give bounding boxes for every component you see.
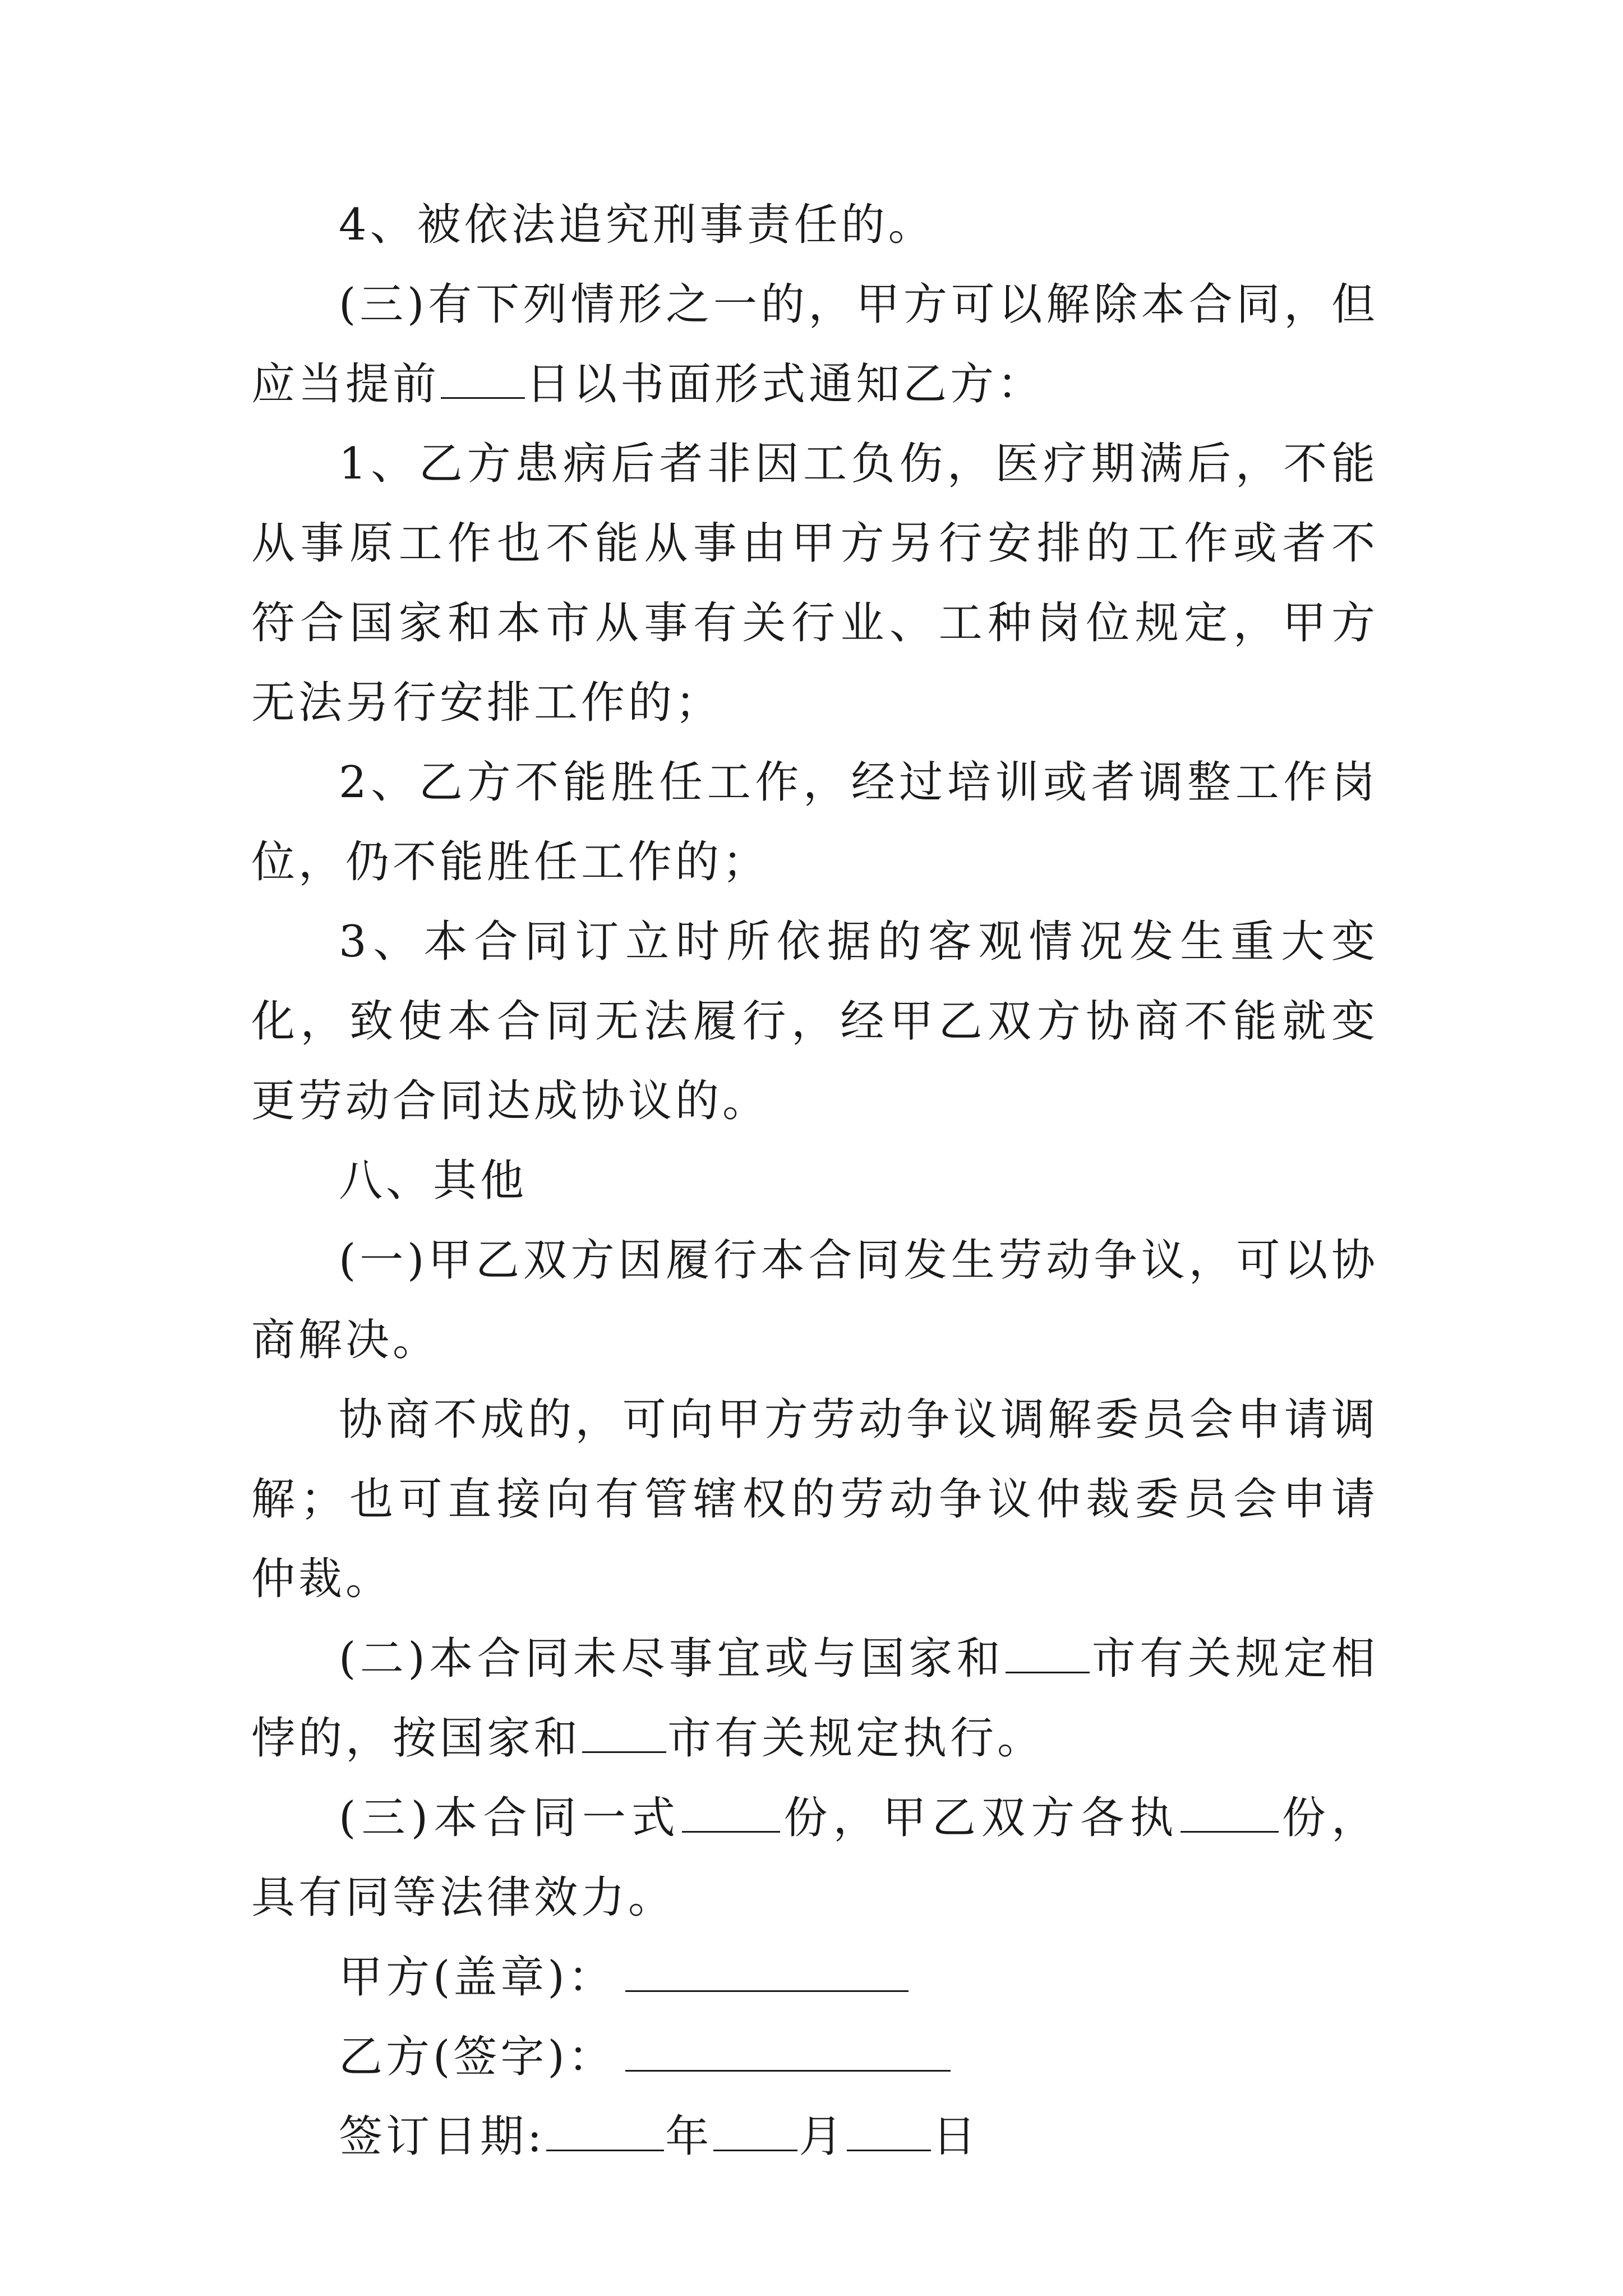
document-page [251,185,1378,2177]
copies-total-blank [682,1792,780,1833]
clause-text-a: (二)本合同未尽事宜或与国家和 [339,1634,1005,1684]
date-label: 签订日期: [339,2111,546,2162]
year-label: 年 [665,2111,713,2162]
clause-mediation-arbitration: 协商不成的，可向甲方劳动争议调解委员会申请调解；也可直接向有管辖权的劳动争议仲裁委员会申请仲裁。 [251,1395,1378,1604]
city-blank-1 [1006,1632,1090,1673]
party-a-seal-line [625,1955,909,1992]
clause-3-termination-with-notice [251,265,1378,424]
copies-each-blank [1181,1792,1279,1833]
day-label: 日 [932,2111,980,2162]
signing-date-row [251,2097,1378,2177]
clause-text-b: 市有关规定相悖的，按国家和 [251,1634,1378,1764]
section-heading-other: 八、其他 [339,1156,528,1206]
clause-1-dispute: (一)甲乙双方因履行本合同发生劳动争议，可以协商解决。 [251,1235,1378,1365]
clause-text: (三)有下列情形之一的，甲方可以解除本合同，但应当提前 [251,279,1378,409]
clause-text-c: 市有关规定执行。 [667,1713,1045,1764]
clause-text-a: (三)本合同一式 [339,1793,681,1843]
party-a-signature-row [251,1938,1378,2017]
notice-days-blank [441,358,525,399]
year-blank [546,2110,664,2151]
party-b-label: 乙方(签字)： [339,2032,615,2082]
clause-1-illness-injury: 1、乙方患病后者非因工负伤，医疗期满后，不能从事原工作也不能从事由甲方另行安排的工作或者不符合国家和本市从事有关行业、工种岗位规定，甲方无法另行安排工作的； [251,439,1378,728]
clause-2-unspecified-matters [251,1619,1378,1778]
clause-text-c: 份，具有同等法律效力。 [251,1793,1378,1923]
party-b-signature-line [625,2035,951,2072]
clause-text-tail: 日以书面形式通知乙方： [526,359,1045,409]
city-blank-2 [582,1712,666,1753]
month-blank [713,2110,797,2151]
clause-4-criminal-liability: 4、被依法追究刑事责任的。 [339,200,935,250]
party-a-label: 甲方(盖章)： [339,1952,615,2003]
clause-3-copies [251,1778,1378,1938]
clause-3-circumstance-change: 3、本合同订立时所依据的客观情况发生重大变化，致使本合同无法履行，经甲乙双方协商不能就变更劳动合同达成协议的。 [251,917,1378,1126]
day-blank [847,2110,931,2151]
month-label: 月 [799,2111,846,2162]
clause-text-b: 份，甲乙双方各执 [781,1793,1179,1843]
clause-2-incompetence: 2、乙方不能胜任工作，经过培训或者调整工作岗位，仍不能胜任工作的； [251,757,1378,887]
party-b-signature-row [251,2017,1378,2097]
